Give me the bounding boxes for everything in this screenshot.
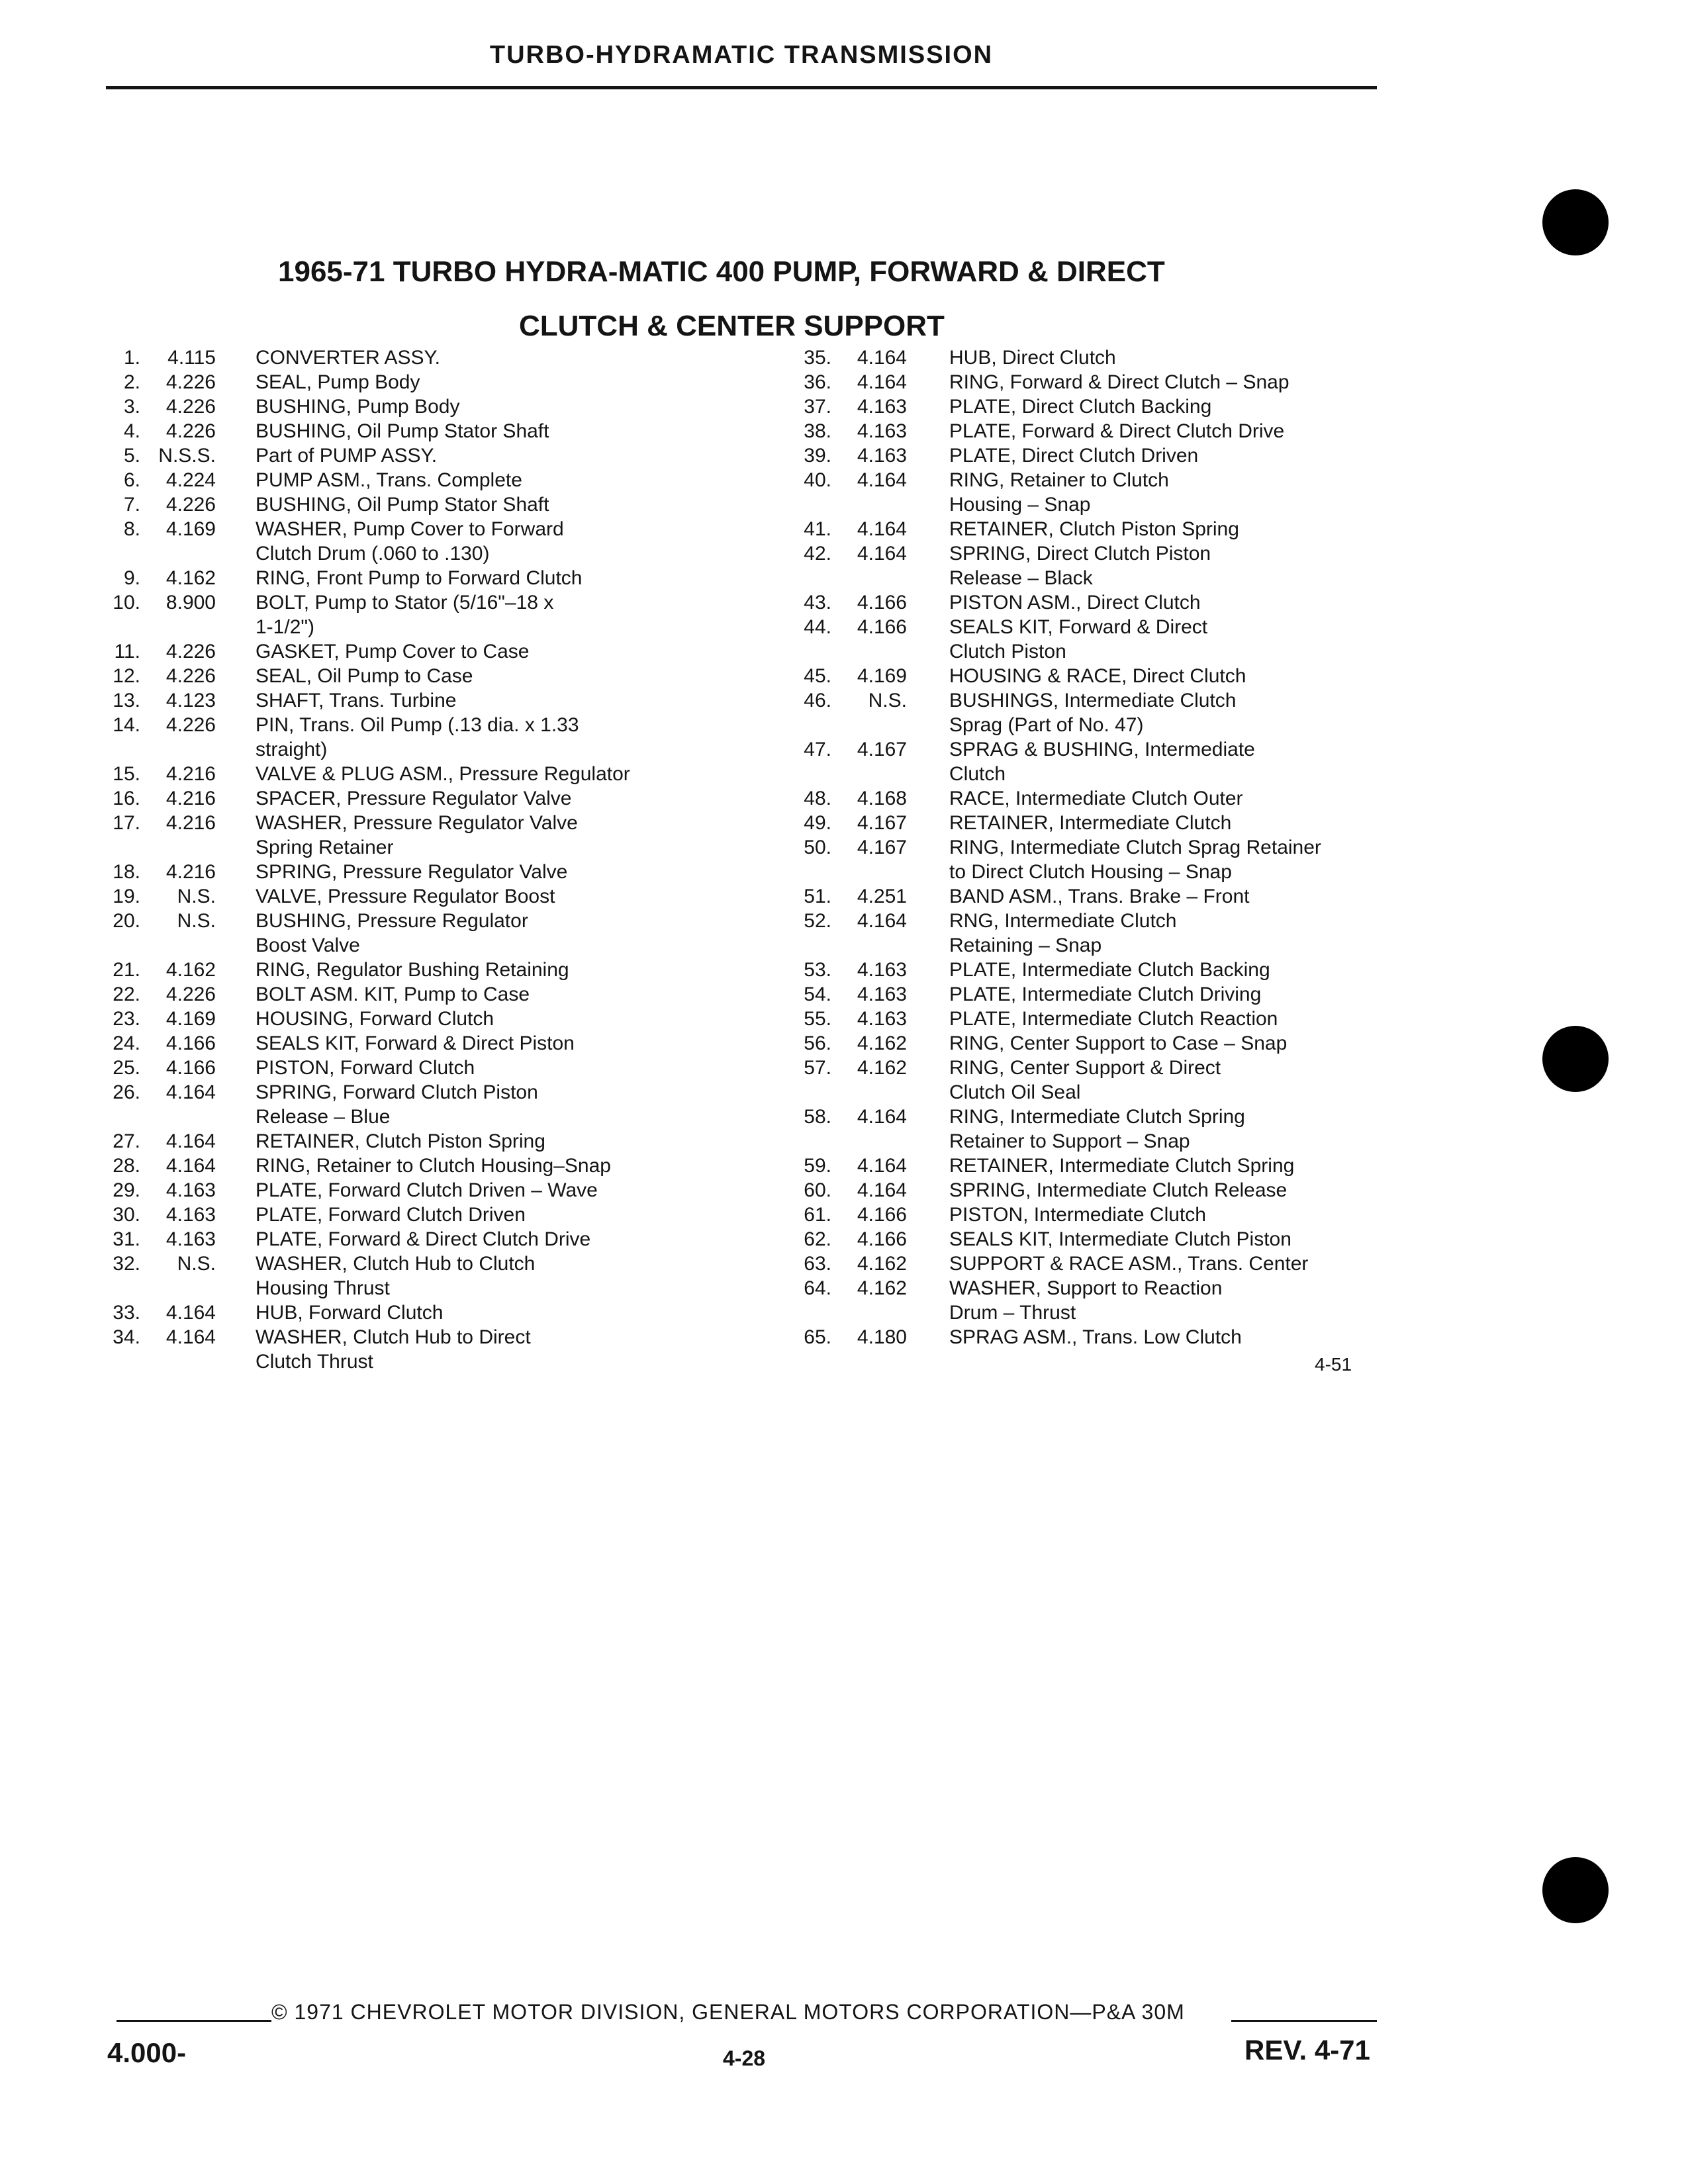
parts-list-row	[791, 1203, 1400, 1227]
group-code: 4.164	[165, 1326, 216, 1348]
parts-list-row	[791, 1251, 1400, 1276]
part-description: RETAINER, Clutch Piston Spring	[949, 518, 1239, 540]
part-number: 9.	[123, 567, 140, 589]
parts-list-row	[791, 517, 1400, 541]
part-description: RING, Forward & Direct Clutch – Snap	[949, 371, 1289, 393]
parts-list-row	[791, 541, 1400, 590]
part-description: SEALS KIT, Intermediate Clutch Piston	[949, 1228, 1291, 1250]
group-code: 4.164	[165, 1155, 216, 1177]
part-description: BOLT ASM. KIT, Pump to Case	[256, 983, 530, 1005]
part-number: 30.	[113, 1204, 140, 1226]
group-code: 4.164	[165, 1302, 216, 1324]
binder-hole-middle	[1542, 1026, 1609, 1092]
parts-list-row	[791, 419, 1400, 443]
parts-list-row	[99, 1056, 794, 1080]
group-code: 4.226	[165, 714, 216, 736]
part-number: 52.	[804, 910, 831, 932]
part-number: 7.	[123, 494, 140, 516]
part-number: 47.	[804, 739, 831, 760]
group-code: 4.166	[857, 616, 907, 638]
part-description: BUSHING, Pressure Regulator Boost Valve	[256, 910, 528, 956]
part-description: WASHER, Support to Reaction Drum – Thrust	[949, 1277, 1223, 1324]
group-code: 4.167	[857, 739, 907, 760]
part-number: 64.	[804, 1277, 831, 1299]
group-code: 4.167	[857, 837, 907, 858]
section-title-line1: 1965-71 TURBO HYDRA-MATIC 400 PUMP, FORWARD & DIRECT	[278, 255, 1165, 288]
part-description: PLATE, Intermediate Clutch Backing	[949, 959, 1270, 981]
group-code: 4.162	[857, 1032, 907, 1054]
parts-list-row	[99, 1227, 794, 1251]
group-code: 4.166	[857, 1228, 907, 1250]
parts-list-row	[791, 1276, 1400, 1325]
header-rule	[106, 86, 1377, 89]
group-code: 4.163	[857, 959, 907, 981]
group-code: 4.115	[167, 347, 216, 369]
group-code: 4.166	[857, 592, 907, 614]
group-code: 4.163	[165, 1228, 216, 1250]
group-code: 4.166	[165, 1057, 216, 1079]
parts-list-row	[99, 860, 794, 884]
group-code: 4.226	[165, 396, 216, 418]
group-code: 4.216	[165, 788, 216, 809]
part-description: SUPPORT & RACE ASM., Trans. Center	[949, 1253, 1309, 1275]
part-number: 36.	[804, 371, 831, 393]
part-description: SPRAG & BUSHING, Intermediate Clutch	[949, 739, 1255, 785]
part-description: SPRING, Forward Clutch Piston Release – Blue	[256, 1081, 538, 1128]
footer-rule-left	[117, 2020, 271, 2022]
part-number: 49.	[804, 812, 831, 834]
part-description: RING, Regulator Bushing Retaining	[256, 959, 569, 981]
part-number: 19.	[113, 886, 140, 907]
part-number: 6.	[123, 469, 140, 491]
group-code: 4.251	[857, 886, 907, 907]
part-number: 18.	[113, 861, 140, 883]
copyright-notice: © 1971 CHEVROLET MOTOR DIVISION, GENERAL MOTORS CORPORATION—P&A 30M	[271, 2000, 1185, 2024]
parts-list-row	[99, 394, 794, 419]
section-title-line2: CLUTCH & CENTER SUPPORT	[519, 310, 945, 342]
parts-list-row	[99, 517, 794, 566]
part-description: GASKET, Pump Cover to Case	[256, 641, 530, 662]
part-description: HUB, Direct Clutch	[949, 347, 1116, 369]
part-number: 2.	[123, 371, 140, 393]
group-code: 4.164	[165, 1081, 216, 1103]
part-description: WASHER, Clutch Hub to Clutch Housing Thrust	[256, 1253, 536, 1299]
group-code: 4.226	[165, 641, 216, 662]
part-description: RING, Retainer to Clutch Housing – Snap	[949, 469, 1169, 516]
group-code: 4.226	[165, 371, 216, 393]
binder-hole-top	[1542, 189, 1609, 255]
part-description: RETAINER, Clutch Piston Spring	[256, 1130, 545, 1152]
parts-list-row	[99, 1129, 794, 1154]
part-number: 23.	[113, 1008, 140, 1030]
part-number: 26.	[113, 1081, 140, 1103]
part-number: 3.	[123, 396, 140, 418]
parts-list-row	[791, 1227, 1400, 1251]
parts-list-row	[791, 982, 1400, 1007]
group-code: 4.163	[857, 396, 907, 418]
group-code: 4.226	[165, 420, 216, 442]
part-number: 55.	[804, 1008, 831, 1030]
parts-list-row	[99, 639, 794, 664]
parts-list-row	[791, 615, 1400, 664]
part-number: 27.	[113, 1130, 140, 1152]
parts-list-row	[99, 1203, 794, 1227]
part-description: RING, Intermediate Clutch Sprag Retainer to Direct Clutch Housing – Snap	[949, 837, 1321, 883]
part-number: 43.	[804, 592, 831, 614]
part-number: 50.	[804, 837, 831, 858]
part-number: 40.	[804, 469, 831, 491]
group-code: 4.163	[165, 1179, 216, 1201]
parts-list-row	[99, 688, 794, 713]
part-description: BUSHING, Oil Pump Stator Shaft	[256, 494, 549, 516]
group-code: 4.216	[165, 763, 216, 785]
group-code: N.S.	[177, 910, 216, 932]
part-description: SPRING, Pressure Regulator Valve	[256, 861, 568, 883]
part-description: PLATE, Direct Clutch Driven	[949, 445, 1199, 467]
part-description: PLATE, Forward & Direct Clutch Drive	[949, 420, 1285, 442]
part-description: Part of PUMP ASSY.	[256, 445, 438, 467]
group-code: 4.123	[165, 690, 216, 711]
part-description: SPRAG ASM., Trans. Low Clutch	[949, 1326, 1242, 1348]
part-number: 28.	[113, 1155, 140, 1177]
group-code: 4.164	[857, 1106, 907, 1128]
parts-list-row	[99, 1007, 794, 1031]
parts-list-row	[791, 394, 1400, 419]
part-description: WASHER, Clutch Hub to Direct Clutch Thrust	[256, 1326, 531, 1373]
group-code: 4.226	[165, 494, 216, 516]
parts-list-row	[99, 370, 794, 394]
part-number: 33.	[113, 1302, 140, 1324]
parts-list-row	[99, 590, 794, 639]
part-number: 1.	[123, 347, 140, 369]
group-code: 8.900	[165, 592, 216, 614]
group-code: 4.164	[857, 518, 907, 540]
part-description: BUSHING, Pump Body	[256, 396, 460, 418]
group-code: 4.166	[857, 1204, 907, 1226]
part-number: 35.	[804, 347, 831, 369]
part-description: SPRING, Direct Clutch Piston Release – Black	[949, 543, 1211, 589]
part-description: HOUSING & RACE, Direct Clutch	[949, 665, 1246, 687]
parts-list-row	[99, 419, 794, 443]
part-description: PISTON ASM., Direct Clutch	[949, 592, 1201, 614]
parts-list-row	[99, 1251, 794, 1300]
part-number: 46.	[804, 690, 831, 711]
part-description: RING, Retainer to Clutch Housing–Snap	[256, 1155, 611, 1177]
part-description: SHAFT, Trans. Turbine	[256, 690, 457, 711]
part-description: WASHER, Pump Cover to Forward Clutch Drum (.060 to .130)	[256, 518, 564, 565]
part-number: 34.	[113, 1326, 140, 1348]
part-number: 12.	[113, 665, 140, 687]
parts-list-row	[791, 1007, 1400, 1031]
parts-list-row	[99, 909, 794, 958]
group-code: 4.162	[857, 1277, 907, 1299]
part-number: 32.	[113, 1253, 140, 1275]
group-code: 4.216	[165, 812, 216, 834]
parts-list-row	[791, 1105, 1400, 1154]
part-number: 31.	[113, 1228, 140, 1250]
figure-reference: 4-51	[1315, 1354, 1352, 1375]
part-description: SEALS KIT, Forward & Direct Clutch Piston	[949, 616, 1208, 662]
part-description: PISTON, Forward Clutch	[256, 1057, 475, 1079]
part-description: PLATE, Intermediate Clutch Reaction	[949, 1008, 1278, 1030]
part-number: 39.	[804, 445, 831, 467]
parts-list-row	[791, 345, 1400, 370]
part-number: 48.	[804, 788, 831, 809]
part-number: 5.	[123, 445, 140, 467]
part-number: 21.	[113, 959, 140, 981]
parts-list-row	[791, 1056, 1400, 1105]
part-description: HOUSING, Forward Clutch	[256, 1008, 494, 1030]
part-number: 13.	[113, 690, 140, 711]
parts-list-row	[791, 884, 1400, 909]
part-description: SEALS KIT, Forward & Direct Piston	[256, 1032, 575, 1054]
section-number: 4.000-	[107, 2037, 187, 2068]
parts-list-row	[99, 786, 794, 811]
group-code: 4.164	[857, 469, 907, 491]
group-code: 4.169	[165, 518, 216, 540]
parts-list-row	[791, 688, 1400, 737]
group-code: 4.164	[857, 371, 907, 393]
group-code: 4.162	[165, 567, 216, 589]
parts-list-row	[791, 468, 1400, 517]
part-description: BAND ASM., Trans. Brake – Front	[949, 886, 1250, 907]
part-description: VALVE & PLUG ASM., Pressure Regulator	[256, 763, 630, 785]
part-description: PLATE, Direct Clutch Backing	[949, 396, 1212, 418]
group-code: 4.180	[857, 1326, 907, 1348]
parts-list-row	[791, 737, 1400, 786]
part-number: 22.	[113, 983, 140, 1005]
group-code: 4.163	[857, 983, 907, 1005]
parts-list-row	[791, 1325, 1400, 1349]
group-code: 4.226	[165, 665, 216, 687]
group-code: N.S.	[177, 886, 216, 907]
group-code: 4.163	[857, 420, 907, 442]
part-number: 53.	[804, 959, 831, 981]
part-number: 51.	[804, 886, 831, 907]
group-code: 4.164	[857, 910, 907, 932]
parts-list-row	[791, 811, 1400, 835]
page-number: 4-28	[723, 2046, 766, 2070]
parts-list-row	[99, 982, 794, 1007]
part-number: 37.	[804, 396, 831, 418]
part-description: RING, Center Support & Direct Clutch Oil Seal	[949, 1057, 1221, 1103]
part-description: SPRING, Intermediate Clutch Release	[949, 1179, 1288, 1201]
part-number: 42.	[804, 543, 831, 565]
part-description: SEAL, Oil Pump to Case	[256, 665, 473, 687]
parts-list-row	[99, 468, 794, 492]
parts-list-row	[99, 811, 794, 860]
group-code: 4.163	[857, 1008, 907, 1030]
parts-list-row	[99, 443, 794, 468]
group-code: 4.224	[165, 469, 216, 491]
part-description: SPACER, Pressure Regulator Valve	[256, 788, 572, 809]
group-code: 4.166	[165, 1032, 216, 1054]
group-code: N.S.	[177, 1253, 216, 1275]
part-number: 63.	[804, 1253, 831, 1275]
part-number: 17.	[113, 812, 140, 834]
group-code: 4.164	[857, 1179, 907, 1201]
part-number: 65.	[804, 1326, 831, 1348]
part-number: 11.	[114, 641, 140, 662]
part-number: 38.	[804, 420, 831, 442]
parts-list-row	[99, 1154, 794, 1178]
group-code: 4.163	[857, 445, 907, 467]
part-description: SEAL, Pump Body	[256, 371, 420, 393]
part-number: 62.	[804, 1228, 831, 1250]
parts-list-row	[99, 492, 794, 517]
part-number: 10.	[113, 592, 140, 614]
part-number: 14.	[113, 714, 140, 736]
part-description: RETAINER, Intermediate Clutch	[949, 812, 1232, 834]
part-description: RACE, Intermediate Clutch Outer	[949, 788, 1243, 809]
parts-list-row	[99, 713, 794, 762]
part-description: PIN, Trans. Oil Pump (.13 dia. x 1.33 straight)	[256, 714, 579, 760]
group-code: 4.164	[165, 1130, 216, 1152]
part-description: VALVE, Pressure Regulator Boost	[256, 886, 555, 907]
group-code: 4.164	[857, 347, 907, 369]
group-code: 4.216	[165, 861, 216, 883]
part-number: 25.	[113, 1057, 140, 1079]
group-code: 4.163	[165, 1204, 216, 1226]
part-description: PUMP ASM., Trans. Complete	[256, 469, 522, 491]
parts-list-row	[99, 345, 794, 370]
part-number: 59.	[804, 1155, 831, 1177]
parts-list-row	[791, 664, 1400, 688]
part-description: WASHER, Pressure Regulator Valve Spring Retainer	[256, 812, 578, 858]
part-number: 16.	[113, 788, 140, 809]
part-number: 20.	[113, 910, 140, 932]
parts-list-row	[791, 909, 1400, 958]
part-description: BUSHINGS, Intermediate Clutch Sprag (Part of No. 47)	[949, 690, 1237, 736]
parts-list-row	[99, 1178, 794, 1203]
part-number: 61.	[804, 1204, 831, 1226]
parts-list-row	[791, 958, 1400, 982]
part-number: 41.	[804, 518, 831, 540]
part-number: 45.	[804, 665, 831, 687]
group-code: 4.164	[857, 543, 907, 565]
part-description: HUB, Forward Clutch	[256, 1302, 444, 1324]
part-number: 4.	[123, 420, 140, 442]
parts-list-row	[99, 664, 794, 688]
group-code: 4.169	[857, 665, 907, 687]
group-code: 4.169	[165, 1008, 216, 1030]
revision-label: REV. 4-71	[1244, 2034, 1370, 2066]
binder-hole-bottom	[1542, 1857, 1609, 1923]
part-number: 29.	[113, 1179, 140, 1201]
parts-list-row	[791, 590, 1400, 615]
parts-list-row	[99, 884, 794, 909]
part-description: PLATE, Forward & Direct Clutch Drive	[256, 1228, 591, 1250]
parts-list-row	[99, 1031, 794, 1056]
group-code: 4.167	[857, 812, 907, 834]
part-number: 44.	[804, 616, 831, 638]
part-description: PLATE, Forward Clutch Driven	[256, 1204, 526, 1226]
parts-list-row	[791, 1178, 1400, 1203]
group-code: 4.164	[857, 1155, 907, 1177]
part-number: 24.	[113, 1032, 140, 1054]
part-number: 57.	[804, 1057, 831, 1079]
parts-list-row	[791, 443, 1400, 468]
group-code: N.S.S.	[158, 445, 216, 467]
parts-list-row	[99, 1080, 794, 1129]
parts-list-row	[791, 370, 1400, 394]
parts-list-row	[791, 786, 1400, 811]
part-number: 56.	[804, 1032, 831, 1054]
group-code: 4.168	[857, 788, 907, 809]
part-description: RING, Center Support to Case – Snap	[949, 1032, 1288, 1054]
parts-list-row	[791, 835, 1400, 884]
parts-list-row	[99, 566, 794, 590]
part-description: RING, Intermediate Clutch Spring Retainer to Support – Snap	[949, 1106, 1245, 1152]
parts-list-row	[791, 1154, 1400, 1178]
part-description: RETAINER, Intermediate Clutch Spring	[949, 1155, 1295, 1177]
parts-list-row	[99, 958, 794, 982]
part-description: PLATE, Forward Clutch Driven – Wave	[256, 1179, 598, 1201]
group-code: 4.162	[857, 1057, 907, 1079]
part-description: PLATE, Intermediate Clutch Driving	[949, 983, 1262, 1005]
group-code: 4.162	[857, 1253, 907, 1275]
part-number: 60.	[804, 1179, 831, 1201]
parts-list-row	[791, 1031, 1400, 1056]
group-code: 4.162	[165, 959, 216, 981]
part-description: BUSHING, Oil Pump Stator Shaft	[256, 420, 549, 442]
part-description: BOLT, Pump to Stator (5/16"–18 x 1-1/2")	[256, 592, 554, 638]
page-header: TURBO-HYDRAMATIC TRANSMISSION	[489, 41, 994, 69]
part-description: RING, Front Pump to Forward Clutch	[256, 567, 583, 589]
part-description: PISTON, Intermediate Clutch	[949, 1204, 1206, 1226]
footer-rule-right	[1231, 2020, 1377, 2022]
parts-list-row	[99, 1325, 794, 1374]
parts-list-left-column	[99, 345, 794, 1374]
part-number: 58.	[804, 1106, 831, 1128]
parts-list-row	[99, 762, 794, 786]
part-description: CONVERTER ASSY.	[256, 347, 440, 369]
part-description: RNG, Intermediate Clutch Retaining – Snap	[949, 910, 1177, 956]
part-number: 8.	[123, 518, 140, 540]
parts-list-right-column	[791, 345, 1400, 1349]
part-number: 54.	[804, 983, 831, 1005]
group-code: N.S.	[868, 690, 907, 711]
part-number: 15.	[113, 763, 140, 785]
group-code: 4.226	[165, 983, 216, 1005]
parts-list-row	[99, 1300, 794, 1325]
